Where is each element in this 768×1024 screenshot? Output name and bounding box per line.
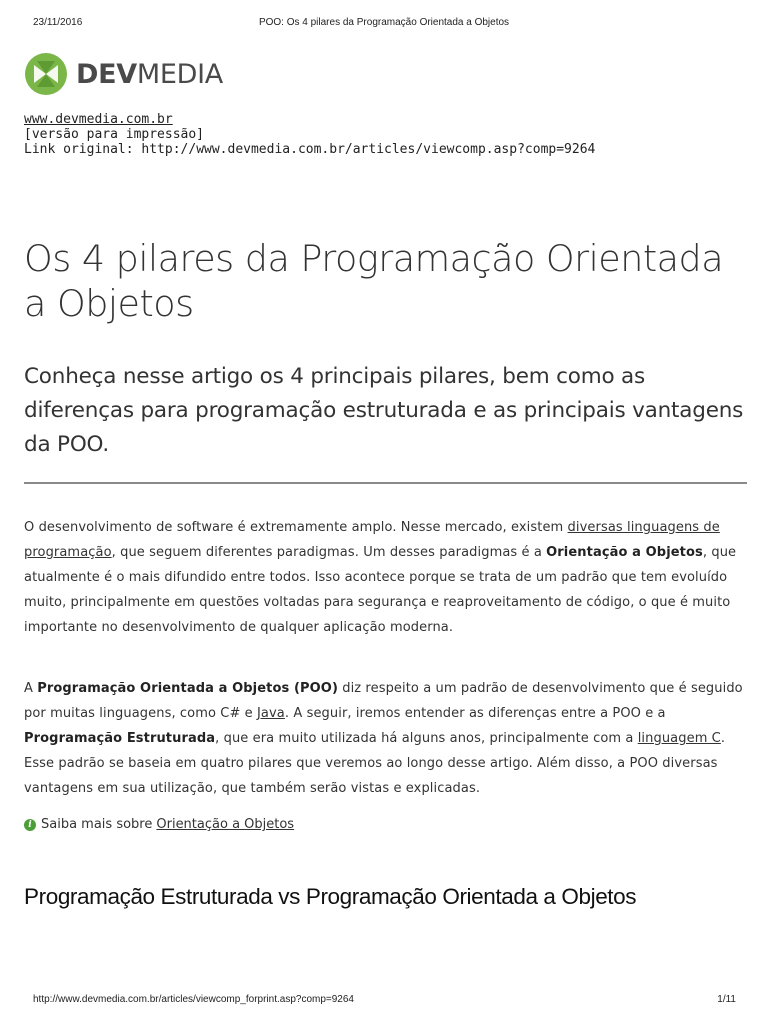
link-orientacao-objetos[interactable]: Orientação a Objetos (156, 817, 295, 832)
paragraph-poo (24, 676, 748, 801)
p2-text-3: . A seguir, iremos entender as diferenças entre a POO e a (284, 706, 666, 721)
site-link[interactable]: www.devmedia.com.br (24, 112, 173, 127)
bold-programacao-estruturada: Programação Estruturada (24, 731, 216, 746)
print-date: 23/11/2016 (33, 17, 83, 28)
p2-text-1: A (24, 681, 38, 696)
print-footer (0, 994, 768, 1008)
print-document-title: POO: Os 4 pilares da Programação Orientada a Objetos (258, 17, 510, 28)
p1-text-2: , que seguem diferentes paradigmas. Um desses paradigmas é a (111, 545, 547, 560)
divider (24, 482, 747, 484)
bold-poo: Programação Orientada a Objetos (POO) (37, 681, 338, 696)
original-link-line (24, 142, 744, 157)
p2-text-4: , que era muito utilizada há alguns anos, principalmente com a (215, 731, 638, 746)
print-footer-url: http://www.devmedia.com.br/articles/viewcomp_forprint.asp?comp=9264 (33, 994, 354, 1005)
devmedia-logo[interactable] (24, 53, 223, 95)
original-link-label: Link original: (24, 142, 134, 157)
print-header (0, 17, 768, 31)
saiba-mais-label: Saiba mais sobre (41, 817, 153, 832)
devmedia-wordmark (76, 58, 223, 90)
link-linguagem-c[interactable]: linguagem C (637, 731, 721, 746)
p2-text-2: diz respeito a um padrão de desenvolvimento que é seguido por muitas linguagens, como C# e (24, 681, 743, 721)
devmedia-logo-icon (24, 53, 68, 95)
bold-orientacao-objetos: Orientação a Objetos (546, 545, 703, 560)
logo-text-media: MEDIA (136, 58, 223, 90)
article-title: Os 4 pilares da Programação Orientada a Objetos (24, 237, 724, 325)
info-icon: i (24, 819, 36, 831)
article-links (24, 112, 744, 157)
link-java[interactable]: Java (257, 706, 285, 721)
paragraph-intro (24, 515, 748, 640)
section-heading: Programação Estruturada vs Programação Orientada a Objetos (24, 884, 637, 909)
link-diversas-linguagens[interactable]: diversas linguagens de programação (24, 520, 720, 560)
original-link-url[interactable]: http://www.devmedia.com.br/articles/viewcomp.asp?comp=9264 (141, 142, 596, 157)
article-subtitle: Conheça nesse artigo os 4 principais pilares, bem como as diferenças para programação estruturada e as principais vantagens da POO. (24, 364, 744, 457)
page-number: 1/11 (717, 994, 736, 1005)
p1-text-3: , que atualmente é o mais difundido entre todos. Isso acontece porque se trata de um padrão que tem evoluído muito, principalmente em questões voltadas para segurança e reaproveitamento de código, o que é muito importante no desenvolvimento de qualquer aplicação moderna. (24, 545, 737, 635)
saiba-mais (24, 815, 294, 835)
logo-text-dev: DEV (76, 58, 137, 90)
p2-text-5: . Esse padrão se baseia em quatro pilares que veremos ao longo desse artigo. Além disso, a POO diversas vantagens em sua utilização, que também serão vistas e explicadas. (24, 731, 726, 796)
p1-text-1: O desenvolvimento de software é extremamente amplo. Nesse mercado, existem (24, 520, 568, 535)
print-version-label: [versão para impressão] (24, 127, 205, 142)
